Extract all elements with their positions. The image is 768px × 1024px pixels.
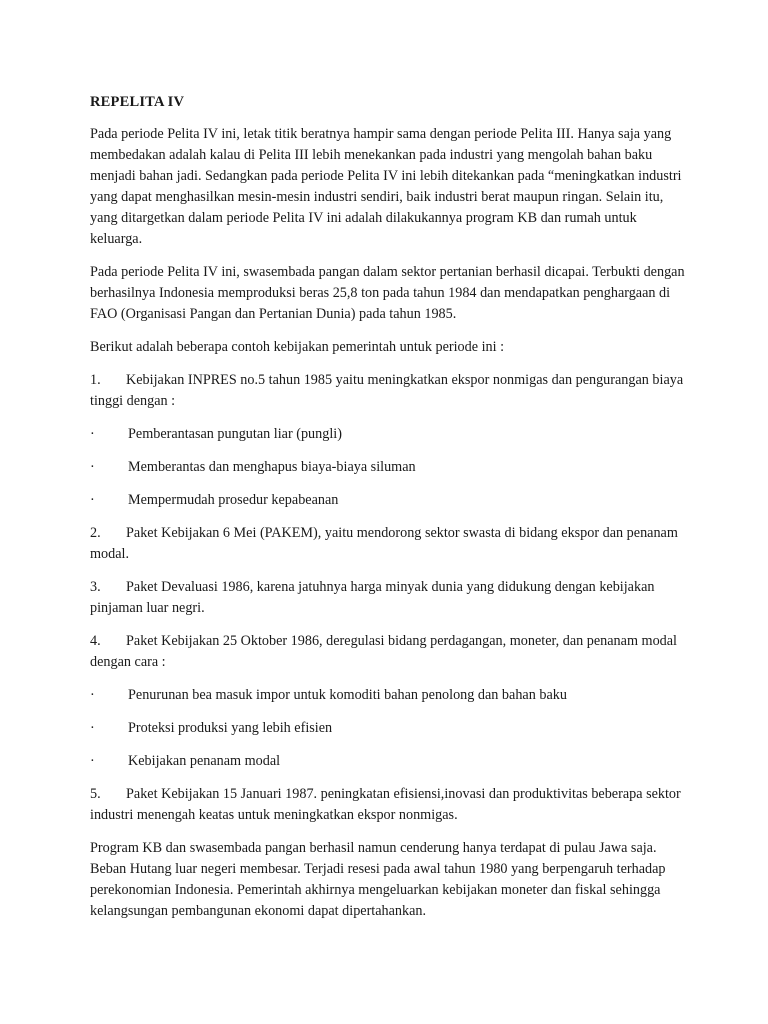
list-text: Paket Kebijakan 6 Mei (PAKEM), yaitu mendorong sektor swasta di bidang ekspor dan penanam modal. [90,525,678,562]
list-item-3 [90,577,690,619]
list-number: 5. [90,786,101,802]
list-item-1 [90,370,690,412]
list-number: 1. [90,372,101,388]
bullet-text: Proteksi produksi yang lebih efisien [128,720,333,736]
paragraph-swasembada: Pada periode Pelita IV ini, swasembada pangan dalam sektor pertanian berhasil dicapai. Terbukti dengan berhasilnya Indonesia memproduksi beras 25,8 ton pada tahun 1984 dan mendapatkan penghargaan di FAO (Organisasi Pangan dan Pertanian Dunia) pada tahun 1985. [90,264,685,322]
bullet-text: Penurunan bea masuk impor untuk komoditi bahan penolong dan bahan baku [128,687,567,703]
document-page [90,92,690,934]
list-text: Kebijakan INPRES no.5 tahun 1985 yaitu meningkatkan ekspor nonmigas dan pengurangan biaya tinggi dengan : [90,372,684,409]
document-title: REPELITA IV [90,94,185,110]
bullet-item [90,457,690,478]
list-number: 2. [90,525,101,541]
list-item-2 [90,523,690,565]
bullet-item [90,718,690,739]
list-item-4 [90,631,690,673]
list-text: Paket Kebijakan 25 Oktober 1986, deregulasi bidang perdagangan, moneter, dan penanam modal dengan cara : [90,633,677,670]
bullet-item [90,751,690,772]
bullet-icon: · [90,459,95,475]
bullet-icon: · [90,753,95,769]
list-item-5 [90,784,690,826]
list-number: 3. [90,579,101,595]
bullet-item [90,490,690,511]
bullet-text: Pemberantasan pungutan liar (pungli) [128,426,342,442]
list-text: Paket Devaluasi 1986, karena jatuhnya harga minyak dunia yang didukung dengan kebijakan pinjaman luar negri. [90,579,655,616]
bullet-item [90,685,690,706]
bullet-text: Mempermudah prosedur kepabeanan [128,492,339,508]
paragraph-intro: Pada periode Pelita IV ini, letak titik beratnya hampir sama dengan periode Pelita III. Hanya saja yang membedakan adalah kalau di Pelita III lebih menekankan pada industri yang mengolah bahan baku menjadi bahan jadi. Sedangkan pada periode Pelita IV ini lebih ditekankan pada “meningkatkan industri yang dapat menghasilkan mesin-mesin industri sendiri, baik industri berat maupun ringan. Selain itu, yang ditargetkan dalam periode Pelita IV ini adalah dilakukannya program KB dan rumah untuk keluarga. [90,126,682,247]
list-number: 4. [90,633,101,649]
bullet-icon: · [90,492,95,508]
bullet-text: Memberantas dan menghapus biaya-biaya siluman [128,459,416,475]
bullet-icon: · [90,426,95,442]
list-text: Paket Kebijakan 15 Januari 1987. peningkatan efisiensi,inovasi dan produktivitas beberapa sektor industri menengah keatas untuk meningkatkan ekspor nonmigas. [90,786,681,823]
bullet-item [90,424,690,445]
bullet-text: Kebijakan penanam modal [128,753,281,769]
paragraph-closing: Program KB dan swasembada pangan berhasil namun cenderung hanya terdapat di pulau Jawa saja. Beban Hutang luar negeri membesar. Terjadi resesi pada awal tahun 1980 yang berpengaruh terhadap perekonomian Indonesia. Pemerintah akhirnya mengeluarkan kebijakan moneter dan fiskal sehingga kelangsungan pembangunan ekonomi dapat dipertahankan. [90,840,666,919]
paragraph-policy-intro: Berikut adalah beberapa contoh kebijakan pemerintah untuk periode ini : [90,339,505,355]
bullet-icon: · [90,720,95,736]
bullet-icon: · [90,687,95,703]
